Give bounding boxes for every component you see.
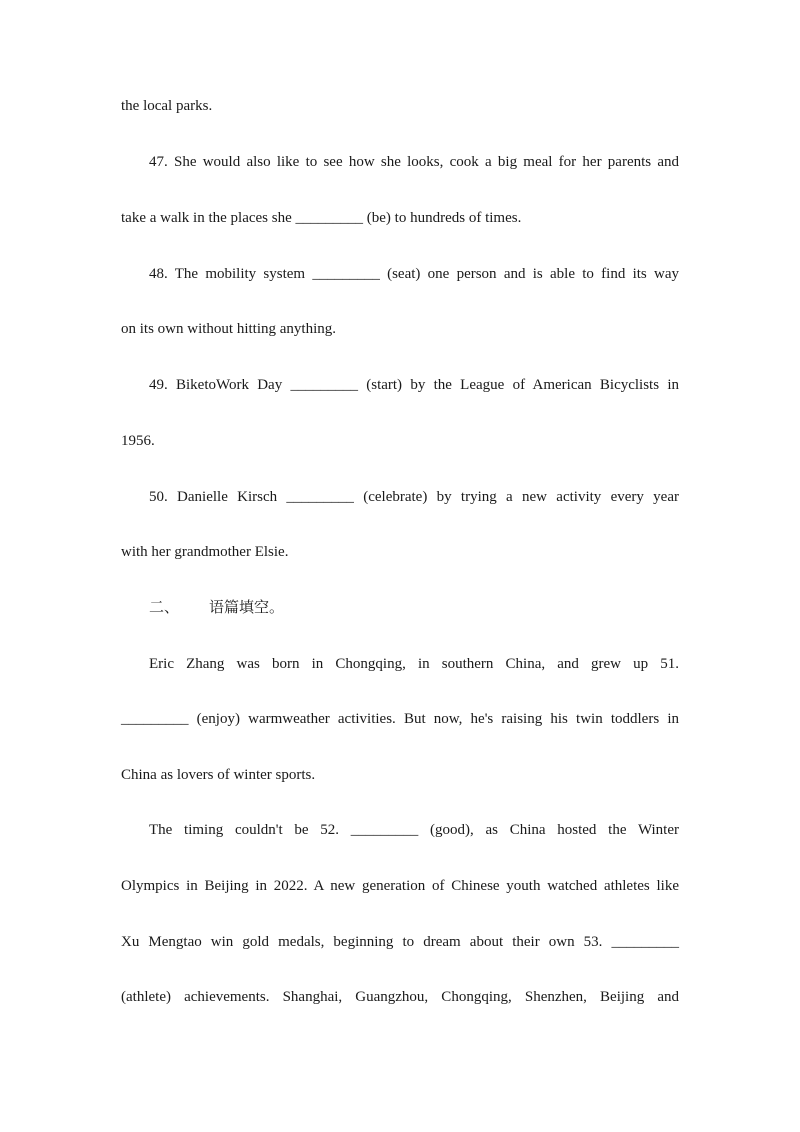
passage-line: Eric Zhang was born in Chongqing, in southern China, and grew up 51. xyxy=(149,656,679,672)
passage-line: The timing couldn't be 52. _________ (good), as China hosted the Winter xyxy=(149,822,679,838)
question-47: 47. She would also like to see how she looks, cook a big meal for her parents and xyxy=(149,154,679,170)
text-line: take a walk in the places she _________ (be) to hundreds of times. xyxy=(121,210,522,226)
section-title: 语篇填空。 xyxy=(209,598,285,616)
passage-line: China as lovers of winter sports. xyxy=(121,767,316,783)
text-line: on its own without hitting anything. xyxy=(121,321,337,337)
passage-line: Olympics in Beijing in 2022. A new generation of Chinese youth watched athletes like xyxy=(121,878,679,894)
text-line: with her grandmother Elsie. xyxy=(121,544,289,560)
question-50: 50. Danielle Kirsch _________ (celebrate) by trying a new activity every year xyxy=(149,489,679,505)
passage-line: (athlete) achievements. Shanghai, Guangzhou, Chongqing, Shenzhen, Beijing and xyxy=(121,989,679,1005)
section-number: 二、 xyxy=(149,598,180,616)
question-49: 49. BiketoWork Day _________ (start) by the League of American Bicyclists in xyxy=(149,377,679,393)
text-line: 1956. xyxy=(121,433,155,449)
section-heading xyxy=(149,597,679,617)
passage-line: _________ (enjoy) warmweather activities. But now, he's raising his twin toddlers in xyxy=(121,711,679,727)
question-48: 48. The mobility system _________ (seat) one person and is able to find its way xyxy=(149,266,679,282)
text-line: the local parks. xyxy=(121,98,213,114)
passage-line: Xu Mengtao win gold medals, beginning to dream about their own 53. _________ xyxy=(121,934,679,950)
